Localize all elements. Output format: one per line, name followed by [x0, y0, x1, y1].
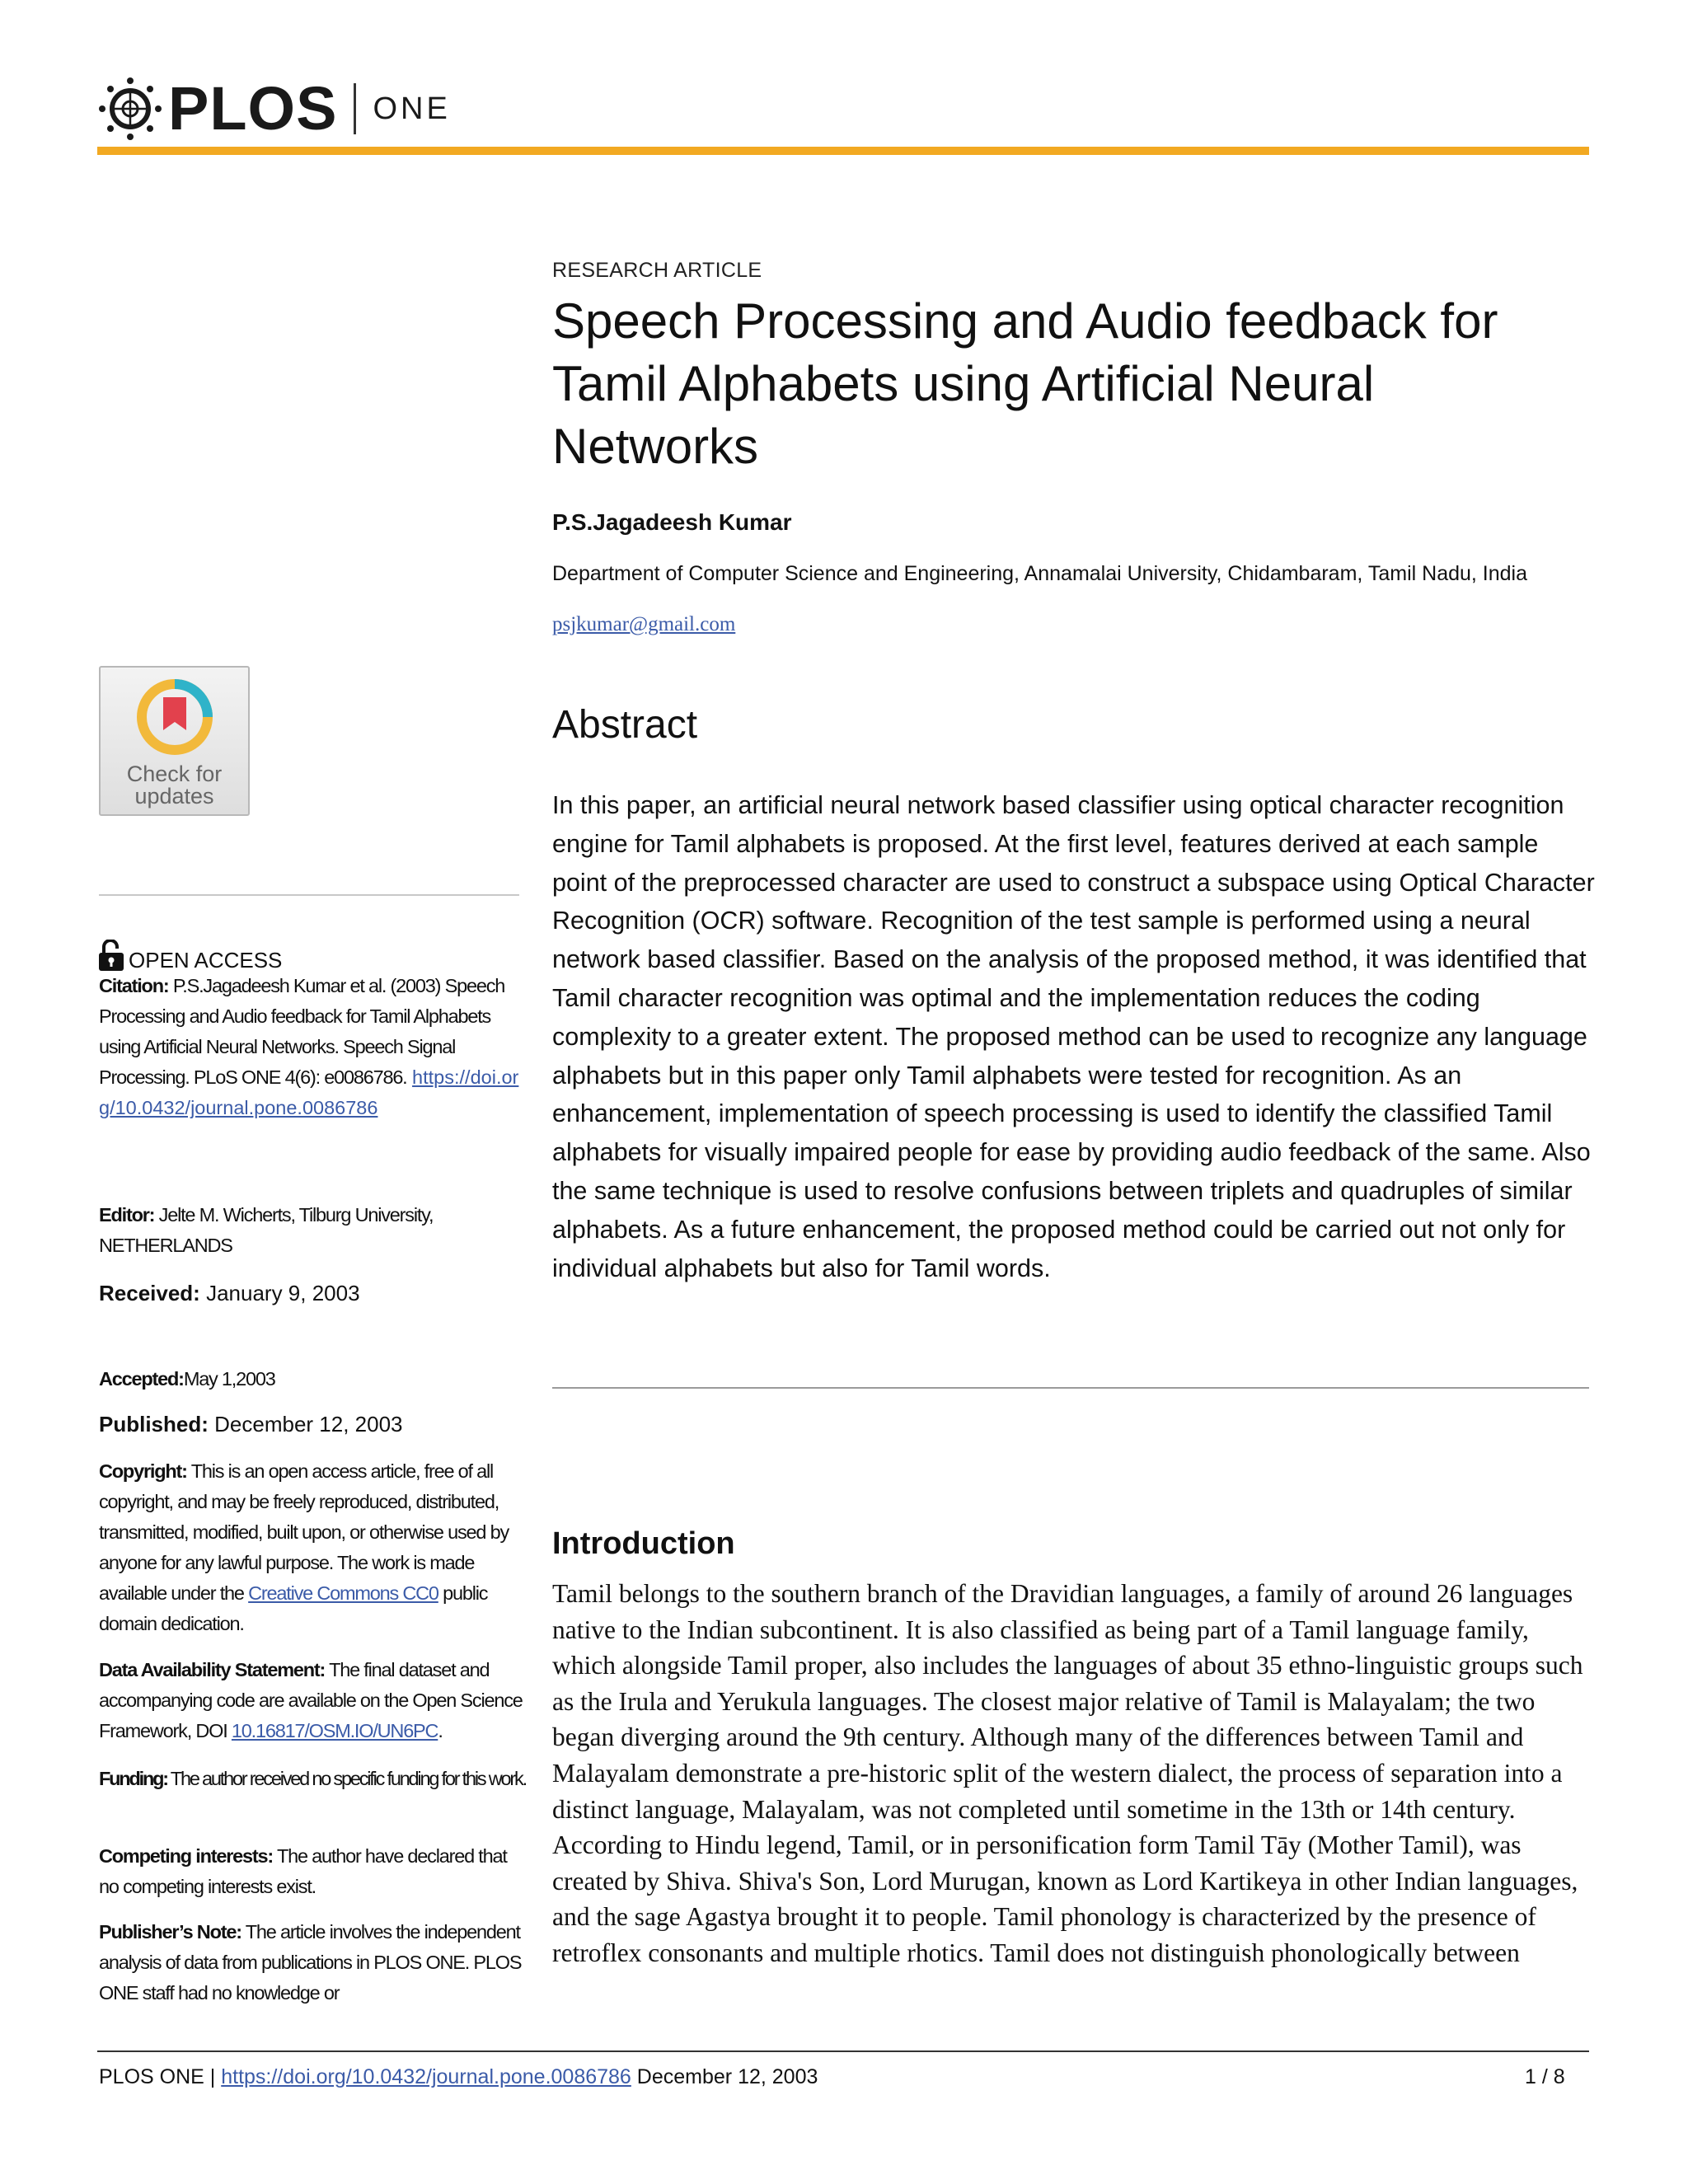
logo-one-text: ONE: [373, 91, 451, 126]
copyright-label: Copyright:: [99, 1460, 187, 1482]
published-date: December 12, 2003: [214, 1412, 403, 1436]
author-email-link[interactable]: psjkumar@gmail.com: [552, 613, 736, 635]
received-label: Received:: [99, 1281, 200, 1305]
header-accent-bar: [97, 147, 1589, 155]
competing-interests-text: The author have declared that no competing interests exist.: [99, 1845, 507, 1897]
check-for-updates-button[interactable]: [99, 666, 250, 816]
footer-doi-link[interactable]: https://doi.org/10.0432/journal.pone.0086786: [221, 2065, 631, 2088]
accepted-block: [99, 1364, 528, 1394]
abstract-text: In this paper, an artificial neural network based classifier using optical character recognition engine for Tamil alphabets is proposed. At the first level, features derived at each sample point of the preprocessed character are used to construct a subspace using Optical Character Recognition (OCR) software. Recognition of the test sample is performed using a neural network based classifier. Based on the analysis of the proposed method, it was identified that Tamil character recognition was optimal and the implementation reduces the coding complexity to a greater extent. The proposed method can be used to recognize any language alphabets but in this paper only Tamil alphabets were tested for recognition. As an enhancement, implementation of speech processing is used to identify the classified Tamil alphabets for visually impaired people for ease by providing audio feedback of the same. Also the same technique is used to resolve confusions between triplets and quadruples of similar alphabets. As a future enhancement, the proposed method could be carried out not only for individual alphabets but also for Tamil words.: [552, 791, 1595, 1282]
accepted-date: May 1,2003: [183, 1368, 275, 1390]
competing-interests-block: [99, 1841, 528, 1902]
copyright-tail: public domain dedication.: [99, 1582, 488, 1634]
editor-text: Jelte M. Wicherts, Tilburg University, NETHERLANDS: [99, 1204, 434, 1256]
accepted-label: Accepted:: [99, 1368, 184, 1390]
creative-commons-link[interactable]: Creative Commons CC0: [248, 1582, 438, 1604]
footer-date: December 12, 2003: [636, 2065, 818, 2088]
publisher-note-block: [99, 1917, 528, 2008]
author-affiliation: Department of Computer Science and Engineering, Annamalai University, Chidambaram, Tamil Nadu, India: [552, 562, 1528, 585]
plos-one-logo[interactable]: [97, 76, 451, 142]
funding-text: The author received no specific funding for this work.: [170, 1768, 526, 1789]
article-type: RESEARCH ARTICLE: [552, 259, 762, 282]
editor-block: [99, 1200, 528, 1261]
publisher-note-text: The article involves the independent analysis of data from publications in PLOS ONE. PLOS ONE staff had no knowledge or: [99, 1921, 522, 2004]
funding-label: Funding:: [99, 1768, 167, 1789]
copyright-block: [99, 1456, 528, 1639]
footer-citation: [99, 2065, 818, 2089]
publisher-note-label: Publisher’s Note:: [99, 1921, 241, 1943]
citation-label: Citation:: [99, 975, 169, 996]
funding-block: [99, 1764, 528, 1794]
editor-label: Editor:: [99, 1204, 155, 1226]
abstract-divider: [552, 1387, 1589, 1389]
data-availability-label: Data Availability Statement:: [99, 1659, 326, 1680]
citation-doi-link[interactable]: https://doi.org/10.0432/journal.pone.0086786: [99, 1066, 519, 1118]
data-availability-text: The final dataset and accompanying code are available on the Open Science Framework, DOI: [99, 1659, 523, 1741]
introduction-heading: Introduction: [552, 1526, 735, 1561]
citation-block: [99, 971, 528, 1123]
open-lock-icon: [99, 940, 124, 971]
received-block: [99, 1278, 528, 1309]
article-title: Speech Processing and Audio feedback for Tamil Alphabets using Artificial Neural Networks: [552, 293, 1498, 474]
competing-interests-label: Competing interests:: [99, 1845, 274, 1867]
footer-journal: PLOS ONE |: [99, 2065, 216, 2088]
logo-plos-text: PLOS: [168, 74, 338, 143]
published-block: [99, 1409, 528, 1440]
crossmark-icon: [134, 676, 216, 758]
published-label: Published:: [99, 1412, 209, 1436]
citation-text: P.S.Jagadeesh Kumar et al. (2003) Speech Processing and Audio feedback for Tamil Alphabets using Artificial Neural Networks. Speech Signal Processing. PLoS ONE 4(6): e0086786.: [99, 975, 505, 1088]
osf-doi-link[interactable]: 10.16817/OSM.IO/UN6PC: [231, 1720, 438, 1741]
open-access-text: OPEN ACCESS: [129, 948, 283, 972]
abstract-heading: Abstract: [552, 703, 698, 747]
sidebar-divider: [99, 894, 519, 896]
footer-divider: [97, 2050, 1589, 2052]
received-date: January 9, 2003: [206, 1281, 360, 1305]
copyright-text: This is an open access article, free of all copyright, and may be freely reproduced, distributed, transmitted, modified, built upon, or otherwise used by anyone for any lawful purpose. The work is made available under the: [99, 1460, 509, 1604]
data-availability-block: Data Availability Statement: The final dataset and accompanying code are available on the Open Science Framework, DOI 10.16817/OSM.IO/UN6PC.: [99, 1659, 523, 1741]
logo-divider: [354, 83, 356, 134]
plos-globe-icon: [97, 76, 163, 142]
open-access-label: [99, 940, 282, 971]
badge-label: Check for updates: [126, 762, 223, 808]
article-author: P.S.Jagadeesh Kumar: [552, 509, 792, 535]
page-number: 1 / 8: [1525, 2065, 1565, 2088]
introduction-text: Tamil belongs to the southern branch of the Dravidian languages, a family of around 26 languages native to the Indian subcontinent. It is also classified as being part of a Tamil language family, which alongside Tamil proper, also includes the languages of about 35 ethno-linguistic groups such as the Irula and Yerukula languages. The closest major relative of Tamil is Malayalam; the two began diverging around the 9th century. Although many of the differences between Tamil and Malayalam demonstrate a pre-historic split of the western dialect, the process of separation into a distinct language, Malayalam, was not completed until sometime in the 13th or 14th century. According to Hindu legend, Tamil, or in personification form Tamil Tāy (Mother Tamil), was created by Shiva. Shiva's Son, Lord Murugan, known as Lord Kartikeya in other Indian languages, and the sage Agastya brought it to people. Tamil phonology is characterized by the presence of retroflex consonants and multiple rhotics. Tamil does not distinguish phonologically between: [552, 1579, 1583, 1967]
